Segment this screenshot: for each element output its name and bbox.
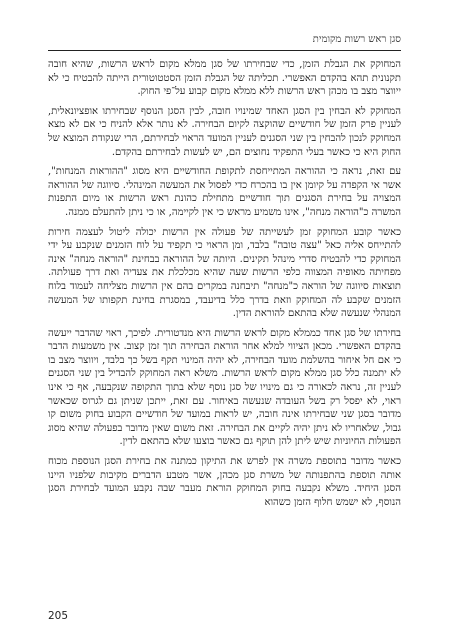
paragraph: המחוקק את הגבלת הזמן, כדי שבחירתו של סגן ממלא מקום לראש הרשות, שהיא חובה תקנונית תהא בהקדם האפשרי. תכליתה של הגבלת הזמן הסטטוטורית הייתה להבטיח כי לא ייווצר מצב בו מכהן ראש הרשות ללא ממלא מקום קבוע על־פי החוק.: [48, 59, 401, 98]
running-header: סגן ראש רשות מקומית: [312, 34, 401, 45]
body-text: [48, 58, 401, 515]
paragraph: כאשר קובע המחוקק זמן לעשייתה של פעולה אין הרשות יכולה ליטול לעצמה חירות להתייחס אליה כאל "עצה טובה" בלבד, ומן הראוי כי תקפיד על לוח הזמנים שנקבע על ידי המחוקק כדי להבטיח סדרי מינהל תקינים. היותה של ההוראה בבחינת "הוראה מנחה" אינה מפחיתה מאופיה המצווה כלפי הרשות שעה שהיא מכלכלת את צעדיה ואת דרך פעולתה. תוצאות סיווגה של הוראה כ"מנחה" תיבחנה במקרים בהם אין הרשות מצליחה לעמוד בלוח הזמנים שקבע לה המחוקק וזאת בדרך כלל בדיעבד, במסגרת בחינת תקפותו של המעשה המנהלי שנעשה שלא בהתאם להוראת הדין.: [48, 226, 402, 320]
paragraph: עם זאת, נראה כי ההוראה המתייחסת לתקופת החודשיים היא מסוג "ההוראות המנחות", אשר אי הקפדה על קיומן אין בו בהכרח כדי לפסול את המעשה המינהלי. סיווגה של ההוראה המצויה על בחירת הסגנים תוך חודשיים מתחילת כהונת ראש הרשות או מיום התפנות המשרה כ"הוראה מנחה", אינו משמיע מראש כי אין לקיימה, או כי ניתן להתעלם ממנה.: [48, 166, 401, 218]
page-number: 205: [48, 610, 69, 622]
paragraph: בחירתו של סגן אחד כממלא מקום לראש הרשות היא מנדטורית. לפיכך, ראוי שהדבר ייעשה בהקדם האפשרי. מכאן הציווי למלא אחר הוראת הבחירה תוך זמן קצוב. אין משמעות הדבר כי אם חל איחור בהשלמת מועד הבחירה, לא יהיה המינוי תקף בשל כך בלבד, ויווצר מצב בו לא יתמנה כלל סגן ממלא מקום לראש הרשות. משלא ראה המחוקק להבדיל בין שני הסגנים לעניין זה, נראה לכאורה כי גם מינויו של סגן נוסף שלא בתוך התקופה שנקבעה, אף כי אינו ראוי, לא יפסל רק בשל העובדה שנעשה באיחור. עם זאת, ייתכן שניתן גם לגרוס שכאשר מדובר בסגן שני שבחירתו אינה חובה, יש לראות במועד של חודשיים הקבוע בחוק משום קו גבול, שלאחריו לא ניתן יהיה לקיים את הבחירה. זאת משום שאין מדובר בפעולה שהיא מסוג הפעולות החיוניות שיש ליתן להן תוקף גם כאשר בוצעו שלא בהתאם לדין.: [48, 327, 401, 448]
paragraph: המחוקק לא הבחין בין הסגן האחד שמינויו חובה, לבין הסגן הנוסף שבחירתו אופציונאלית, לעניין פרק הזמן של חודשיים שהוקצה לקיום הבחירה. לא נותר אלא להניח כי אם לא מצא המחוקק לנכון להבחין בין שני הסגנים לעניין המועד הראוי לבחירתם, הרי שנקודת המוצא של החוק היא כי כאשר בעלי התפקיד נחוצים הם, יש לעשות לבחירתם בהקדם.: [48, 105, 401, 158]
paragraph: כאשר מדובר בתוספת משרה אין לפרש את התיקון כמתנה את בחירת הסגן הנוספת מכוח אותה תוספת בהתפנותה של משרת סגן מכהן, אשר מטבע הדברים מקיבות שלפניו היינו הסגן היחיד. משלא נקבעה בחוק המחוקק הוראת מעבר שבה נקבע המועד לבחירת הסגן הנוסף, לא ישמש חלוף הזמן כשהוא: [48, 456, 401, 508]
header-divider: [48, 50, 401, 51]
